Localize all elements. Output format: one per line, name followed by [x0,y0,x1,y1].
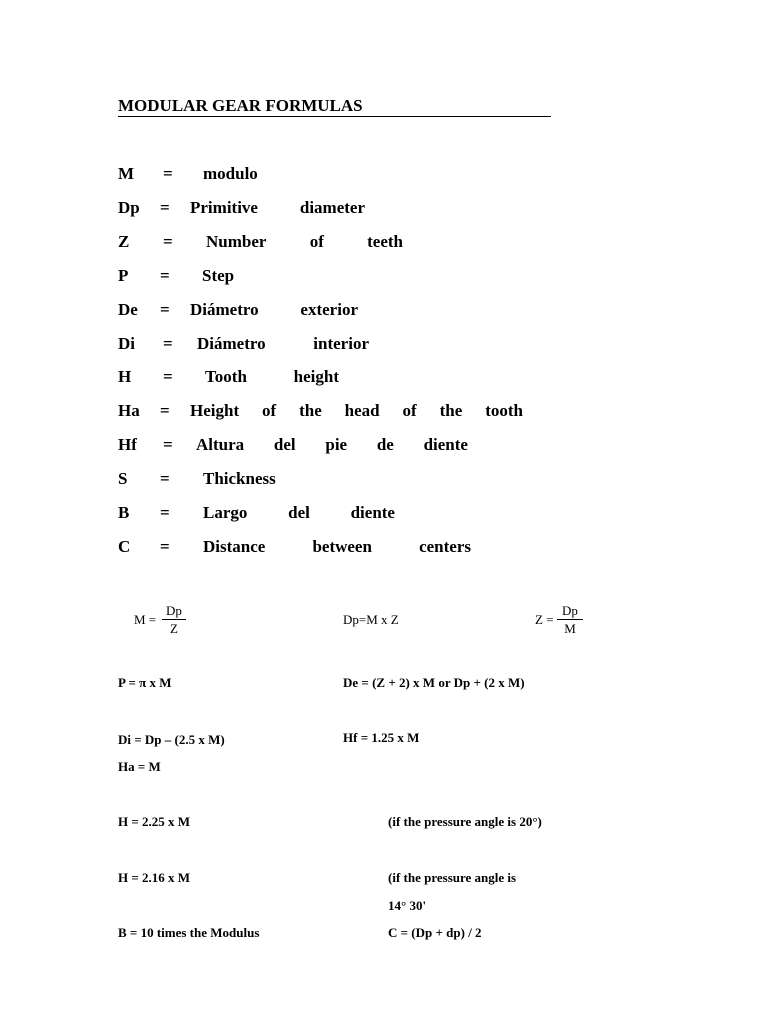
definition-symbol: Hf [118,435,137,454]
definition-row [118,230,538,254]
equals-sign: = [163,232,173,251]
definition-symbol: Di [118,334,135,353]
equals-sign: = [163,435,173,454]
definition-word: the [299,401,322,420]
formula-h-14deg: H = 2.16 x M [118,870,191,885]
definition-meaning [205,365,339,389]
definition-symbol: P [118,266,129,285]
definition-row [118,264,538,288]
formula-z-numerator: Dp [562,603,578,618]
equals-sign: = [160,198,170,217]
definition-meaning [203,535,471,559]
formula-z-denominator: M [564,621,576,636]
definition-row [118,365,538,389]
definition-word: interior [313,334,369,353]
definition-word: of [402,401,417,420]
equals-sign: = [160,537,170,556]
equals-sign: = [160,469,170,488]
formula-h-14deg-note-line1: (if the pressure angle is [388,870,517,885]
formula-c: C = (Dp + dp) / 2 [388,925,482,940]
definition-word: tooth [485,401,523,420]
definition-row [118,298,538,322]
definition-row [118,501,538,525]
definition-symbol: Dp [118,198,140,217]
formula-di: Di = Dp – (2.5 x M) [118,732,225,747]
definition-word: Step [202,266,235,285]
definition-word: Height [190,401,240,420]
definition-word: of [262,401,277,420]
definition-word: del [273,435,296,454]
formula-m-lhs: M = [134,612,157,627]
equals-sign: = [163,334,173,353]
equals-sign: = [160,401,170,420]
formula-ha: Ha = M [118,759,161,774]
definition-word: del [288,503,310,522]
definition-row [118,467,538,491]
definition-word: between [312,537,372,556]
definition-word: Altura [196,435,245,454]
definition-word: the [439,401,463,420]
definition-symbol: M [118,164,135,183]
fraction-bar [557,619,583,620]
formula-hf: Hf = 1.25 x M [343,730,420,745]
equals-sign: = [163,164,173,183]
definition-meaning [196,433,468,457]
equals-sign: = [163,367,173,386]
definition-meaning [190,399,523,423]
definition-row [118,196,538,220]
definition-symbol: De [118,300,138,319]
definition-word: Number [206,232,267,251]
definition-word: Largo [203,503,248,522]
definition-symbol: Ha [118,401,140,420]
definition-meaning [190,196,365,220]
definition-row [118,332,538,356]
definition-word: Distance [203,537,266,556]
definition-word: Primitive [190,198,258,217]
definition-word: exterior [300,300,358,319]
definition-word: de [376,435,394,454]
definition-word: diente [423,435,468,454]
definition-word: of [309,232,324,251]
definition-word: centers [419,537,471,556]
fraction-bar [162,619,186,620]
definition-word: Diámetro [190,300,259,319]
formula-m-numerator: Dp [166,603,182,618]
definition-meaning [190,298,358,322]
definition-symbol: S [118,469,128,488]
formula-de: De = (Z + 2) x M or Dp + (2 x M) [343,675,525,690]
formula-h-20deg-note: (if the pressure angle is 20°) [388,814,542,829]
formula-m-fraction [134,602,194,638]
definition-meaning [202,264,241,288]
definition-symbol: H [118,367,132,386]
formula-m-denominator: Z [170,621,178,636]
formula-p: P = π x M [118,675,172,690]
definition-word: Tooth [205,367,247,386]
definition-symbol: Z [118,232,130,251]
equals-sign: = [160,503,170,522]
definition-word: teeth [367,232,403,251]
formula-z-fraction [535,602,595,638]
definition-meaning [203,467,289,491]
definition-row [118,162,538,186]
definition-word: head [344,401,380,420]
definition-symbol: C [118,537,131,556]
definition-word: diameter [299,198,365,217]
formula-h-14deg-note-line2: 14° 30' [388,898,427,913]
definition-meaning [197,332,369,356]
definition-word: Diámetro [197,334,266,353]
definition-meaning [203,162,270,186]
definition-row [118,433,538,457]
equals-sign: = [160,266,170,285]
formula-dp: Dp=M x Z [343,612,399,627]
definition-symbol: B [118,503,130,522]
formula-h-20deg: H = 2.25 x M [118,814,191,829]
definition-word: pie [325,435,348,454]
definition-meaning [203,501,395,525]
page-title: MODULAR GEAR FORMULAS [118,96,551,117]
formula-z-lhs: Z = [535,612,554,627]
definition-word: diente [350,503,395,522]
definition-word: height [293,367,339,386]
definition-word: modulo [203,164,258,183]
equals-sign: = [160,300,170,319]
definition-row [118,399,538,423]
formula-b: B = 10 times the Modulus [118,925,260,940]
definition-row [118,535,538,559]
definition-meaning [206,230,403,254]
definition-word: Thickness [203,469,276,488]
